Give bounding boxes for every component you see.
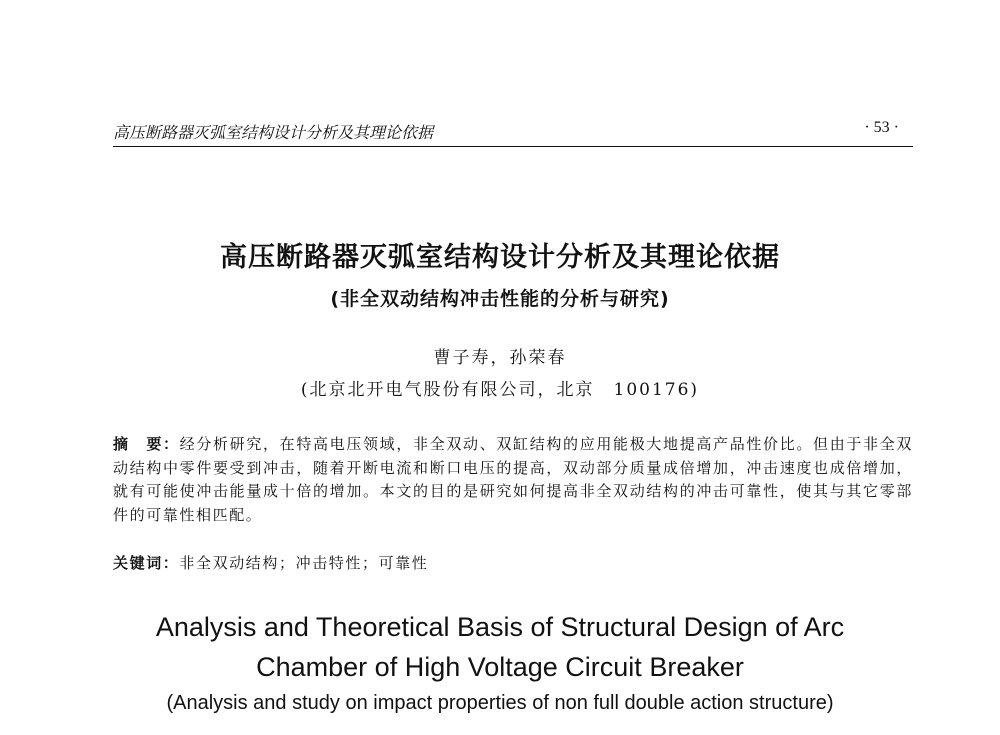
keywords-text: 非全双动结构；冲击特性；可靠性 — [179, 554, 429, 572]
abstract-label: 摘 要： — [113, 435, 180, 453]
keywords-label: 关键词： — [113, 554, 180, 572]
article-title-en-line2: Chamber of High Voltage Circuit Breaker — [256, 652, 744, 682]
running-title: 高压断路器灭弧室结构设计分析及其理论依据 — [113, 123, 434, 142]
abstract — [113, 433, 913, 527]
running-header — [113, 116, 913, 147]
authors: 曹子寿，孙荣春 — [433, 348, 567, 368]
keywords — [113, 552, 913, 573]
affiliation: (北京北开电气股份有限公司，北京 100176) — [300, 380, 700, 400]
article-title-en-line1: Analysis and Theoretical Basis of Structural Design of Arc — [155, 612, 845, 642]
abstract-text: 经分析研究，在特高电压领域，非全双动、双缸结构的应用能极大地提高产品性价比。但由于非全双动结构中零件要受到冲击，随着开断电流和断口电压的提高，双动部分质量成倍增加，冲击速度也成倍增加，就有可能使冲击能量成十倍的增加。本文的目的是研究如何提高非全双动结构的冲击可靠性，使其与其它零部件的可靠性相匹配。 — [113, 435, 913, 524]
article-subtitle-cn: (非全双动结构冲击性能的分析与研究) — [330, 288, 670, 310]
article-subtitle-en: (Analysis and study on impact properties of non full double action structure) — [166, 692, 834, 714]
page-number: · 53 · — [864, 119, 899, 136]
article-title-cn: 高压断路器灭弧室结构设计分析及其理论依据 — [220, 242, 780, 273]
